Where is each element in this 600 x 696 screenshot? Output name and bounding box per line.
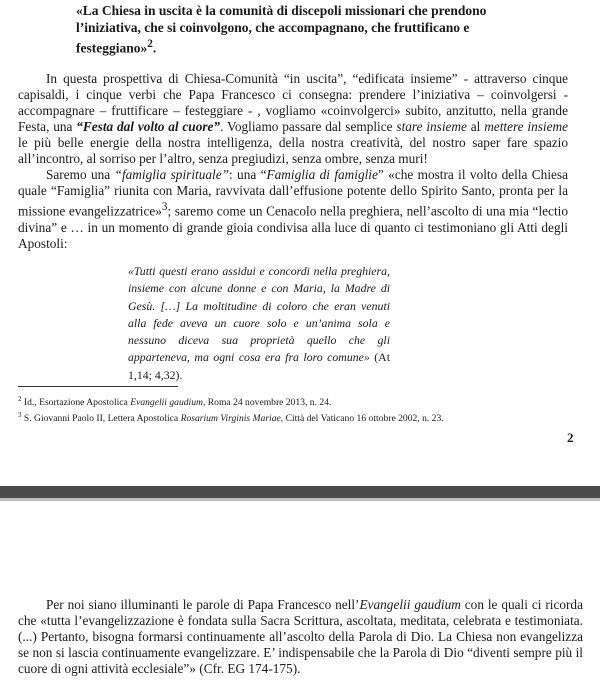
paragraph-parola: Per noi siano illuminanti le parole di Papa Francesco nell’Evangelii gaudium con le quali ci ricorda che «tutta l’evangelizzazione è fondata sulla Sacra Scrittura, ascoltata, meditata, celebrata e testimoniata. (...) Pertanto, bisogna formarsi continuamente all’ascolto della Parola di Dio. La Chiesa non evangelizza se non si lascia continuamente evangelizzare. E’ indispensabile che la Parola di Dio “diventi sempre più il cuore di ogni attività ecclesiale”» (Cfr. EG 174-175). <box>18 597 583 677</box>
document-page-3 <box>0 501 600 696</box>
footnote-3: $^3$ S. Giovanni Paolo II, Lettera Apostolica Rosarium Virginis Mariae, Città del Vaticano 16 ottobre 2002, n. 23. <box>18 411 444 425</box>
footnote-2: $^2$ Id., Esortazione Apostolica Evangelii gaudium, Roma 24 novembre 2013, n. 24. <box>18 395 332 409</box>
paragraph-prospettiva: In questa prospettiva di Chiesa-Comunità “in uscita”, “edificata insieme” - attraverso cinque capisaldi, i cinque verbi che Papa Francesco ci consegna: prendere l’iniziativa – coinvolgersi - accompagnare – fruttificare – festeggiare - , vogliamo «coinvolgerci» subito, anzitutto, nella grande Festa, una “Festa dal volto al cuore”. Vogliamo passare dal semplice stare insieme al mettere insieme le più belle energie della nostra intelligenza, della nostra creatività, del nostro saper fare spazio all’incontro, al sorriso per l’altro, senza pregiudizi, senza ombre, senza muri! <box>18 71 569 167</box>
footnote-ref: 3 <box>161 201 168 214</box>
footnote-ref: 2 <box>147 38 153 50</box>
section-title: «La Chiesa in uscita è la comunità di discepoli missionari che prendono l’iniziativa, che si coinvolgono, che accompagnano, che fruttificano e festeggiano»$^2$. <box>76 3 487 56</box>
footnote-divider <box>18 386 178 387</box>
page-separator <box>0 486 600 498</box>
page-number: 2 <box>567 430 574 445</box>
block-quote: «Tutti questi erano assidui e concordi nella preghiera, insieme con alcune donne e con Maria, la Madre di Gesù. […] La moltitudine di coloro che eran venuti alla fede aveva un cuore solo e un’anima sola e nessuno diceva sua proprietà quello che gli apparteneva, ma ogni cosa era fra loro comune» (At 1,14; 4,32). <box>128 264 390 382</box>
footnotes <box>18 393 578 425</box>
paragraph-famiglia: Saremo una “famiglia spirituale”: una “Famiglia di famiglie” «che mostra il volto della Chiesa quale “Famiglia” riunita con Maria, ravvivata dall’effusione potente dello Spirito Santo, pronta per la missione evangelizzatrice»$^3$; saremo come un Cenacolo nella preghiera, nell’ascolto di una mia “lectio divina” e … in un momento di grande gioia condivisa alla luce di quanto ci testimoniano gli Atti degli Apostoli: <box>18 167 568 251</box>
